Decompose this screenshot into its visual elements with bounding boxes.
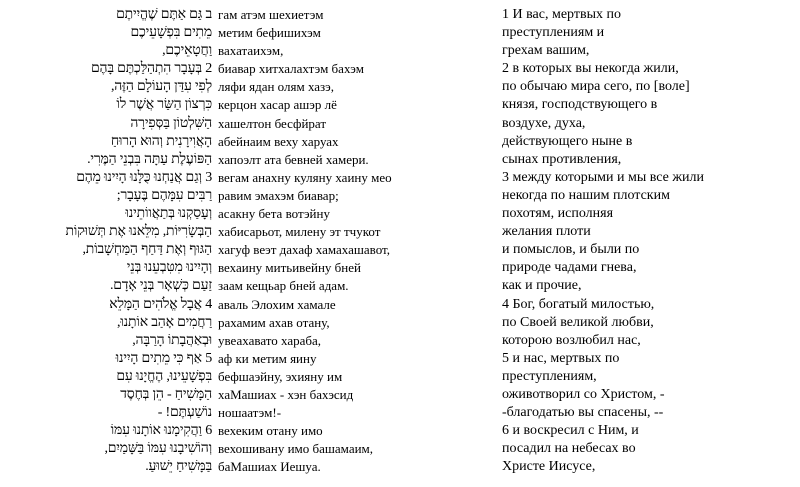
transliteration-line: абейнаим веху харуах: [218, 133, 339, 149]
russian-line: как и прочие,: [502, 278, 582, 294]
transliteration-line: заам кещьар бней адам.: [218, 278, 349, 294]
hebrew-line: 2 בְּעָבָר הִתְהַלַּכְתֶּם בָּהֶם: [90, 61, 212, 77]
hebrew-line: וַחֲטָאֵיכֶם,: [162, 43, 212, 59]
russian-line: 3 между которыми и мы все жили: [502, 169, 704, 185]
hebrew-line: וּבְאַהֲבָתוֹ הָרַבָּה,: [132, 332, 212, 348]
transliteration-line: асакну бета вотэйну: [218, 206, 330, 222]
transliteration-line: вехошивану имо башамаим,: [218, 441, 374, 457]
hebrew-line: כִּרְצוֹן הַשַּׂר אֲשֶׁר לוֹ: [116, 97, 212, 113]
russian-line: которою возлюбил нас,: [502, 332, 641, 348]
russian-line: сынах противления,: [502, 151, 622, 167]
russian-line: действующего ныне в: [502, 133, 633, 149]
transliteration-line: вегам анахну куляну хаину мео: [218, 169, 392, 185]
russian-line: преступлениям,: [502, 368, 597, 384]
hebrew-line: וְעָסַקְנוּ בְּתַאֲווֹתֵינוּ: [125, 206, 212, 222]
hebrew-line: 5 אַף כִּי מֵתִים הָיִינוּ: [115, 350, 212, 366]
hebrew-line: הַגּוּף וְאֶת דַּחַף הַמַּחְשָׁבוֹת,: [82, 242, 212, 258]
transliteration-line: хапоэлт ата бевней хамери.: [218, 151, 369, 167]
russian-line: 1 И вас, мертвых по: [502, 7, 621, 22]
russian-line: некогда по нашим плотским: [502, 187, 670, 203]
hebrew-line: 3 וְגַם אֲנַחְנוּ כֻּלָּנוּ הָיִינוּ מֵהֶם: [76, 169, 212, 185]
russian-line: -благодатью вы спасены, --: [502, 405, 664, 421]
hebrew-line: זַעַם כְּשְׁאָר בְּנֵי אָדָם.: [109, 278, 212, 294]
russian-line: 5 и нас, мертвых по: [502, 350, 620, 366]
hebrew-line: בִּפְשָׁעֵינוּ, הֶחֱיָנוּ עִם: [116, 368, 212, 384]
transliteration-line: гам атэм шехиетэм: [218, 7, 324, 22]
russian-line: 4 Бог, богатый милостью,: [502, 296, 655, 312]
russian-line: преступлениям и: [502, 25, 605, 41]
russian-line: по Своей великой любви,: [502, 314, 654, 330]
russian-line: Христе Иисусе,: [502, 459, 596, 475]
russian-line: похотям, исполняя: [502, 206, 614, 222]
transliteration-line: метим бефишихэм: [218, 25, 321, 41]
russian-line: по обычаю мира сего, по [воле]: [502, 79, 690, 95]
transliteration-line: биавар хитхалахтэм бахэм: [218, 61, 364, 77]
transliteration-line: бефшаэйну, эхияну им: [218, 368, 343, 384]
transliteration-line: аваль Элохим хамале: [218, 296, 336, 312]
russian-line: посадил на небесах во: [502, 441, 636, 457]
transliteration-line: ляфи ядан олям хазэ,: [218, 79, 335, 95]
hebrew-line: הָאֲוִירָנִית וְהוּא הָרוּחַ: [110, 133, 212, 149]
hebrew-line: הַשִּׁלְטוֹן בַּסְּפִירָה: [130, 115, 212, 131]
hebrew-line: מֵתִים בִּפְשָׁעֵיכֶם: [130, 25, 212, 41]
hebrew-line: ב גַּם אַתֶּם שֶׁהֱיִיתֶם: [116, 7, 212, 22]
hebrew-line: הַבְּשָׂרִיּוֹת, מִלֵּאנוּ אֶת תְּשׁוּקוֹת: [65, 224, 212, 240]
russian-line: оживотворил со Христом, -: [502, 386, 665, 402]
russian-line: князя, господствующего в: [502, 97, 658, 113]
transliteration-line: ношаатэм!-: [218, 405, 282, 421]
hebrew-line: 6 וַהֲקִימָנוּ אוֹתָנוּ עִמּוֹ: [110, 423, 212, 439]
russian-line: желания плоти: [502, 224, 591, 240]
transliteration-line: хабисарьот, милену эт тчукот: [218, 224, 381, 240]
transliteration-line: вахатаихэм,: [218, 43, 284, 59]
hebrew-line: וְהוֹשִׁיבָנוּ עִמּוֹ בַּשָּׁמַיִם,: [104, 441, 212, 457]
transliteration-line: хаМашиах - хэн бахэсид: [218, 386, 354, 402]
transliteration-line: керцон хасар ашэр лё: [218, 97, 337, 113]
russian-line: воздухе, духа,: [502, 115, 586, 131]
hebrew-line: בַּמָּשִׁיחַ יֵשׁוּעַ.: [145, 459, 212, 475]
transliteration-line: хашелтон бесфйрат: [218, 115, 327, 131]
transliteration-line: увеахавато хараба,: [218, 332, 322, 348]
russian-line: и помыслов, и были по: [502, 242, 640, 258]
transliteration-line: вехаину митьивейну бней: [218, 260, 361, 276]
russian-line: 2 в которых вы некогда жили,: [502, 61, 679, 77]
transliteration-line: хагуф веэт дахаф хамахашавот,: [218, 242, 390, 258]
transliteration-line: аф ки метим яину: [218, 350, 317, 366]
transliteration-line: баМашиах Иешуа.: [218, 459, 321, 475]
russian-line: грехам вашим,: [502, 43, 590, 59]
transliteration-line: рахамим ахав отану,: [218, 314, 330, 330]
hebrew-line: וְהָיִינוּ מִטִּבְעֵנוּ בְּנֵי: [126, 260, 212, 276]
hebrew-line: לְפִי עִדַּן הָעוֹלָם הַזֶּה,: [110, 79, 212, 95]
hebrew-line: 4 אֲבָל אֱלֹהִים הַמָּלֵא: [109, 296, 212, 312]
hebrew-line: רַבִּים עִמָּהֶם בֶּעָבָר;: [116, 187, 212, 203]
transliteration-line: равим эмахэм биавар;: [218, 187, 339, 203]
transliteration-column: [218, 6, 488, 476]
hebrew-column: [0, 6, 212, 476]
russian-line: 6 и воскресил с Ним, и: [502, 423, 639, 439]
hebrew-line: הַמָּשִׁיחַ - הֵן בְּחֶסֶד: [120, 386, 212, 402]
hebrew-line: נוֹשַׁעְתֶּם! -: [157, 405, 212, 421]
hebrew-line: רַחֲמִים אָהַב אוֹתָנוּ,: [116, 314, 212, 330]
russian-column: [502, 6, 800, 476]
hebrew-line: הַפּוֹעֶלֶת עַתָּה בִּבְנֵי הַמֶּרִי.: [87, 151, 212, 167]
transliteration-line: вехеким отану имо: [218, 423, 323, 439]
russian-line: природе чадами гнева,: [502, 260, 637, 276]
